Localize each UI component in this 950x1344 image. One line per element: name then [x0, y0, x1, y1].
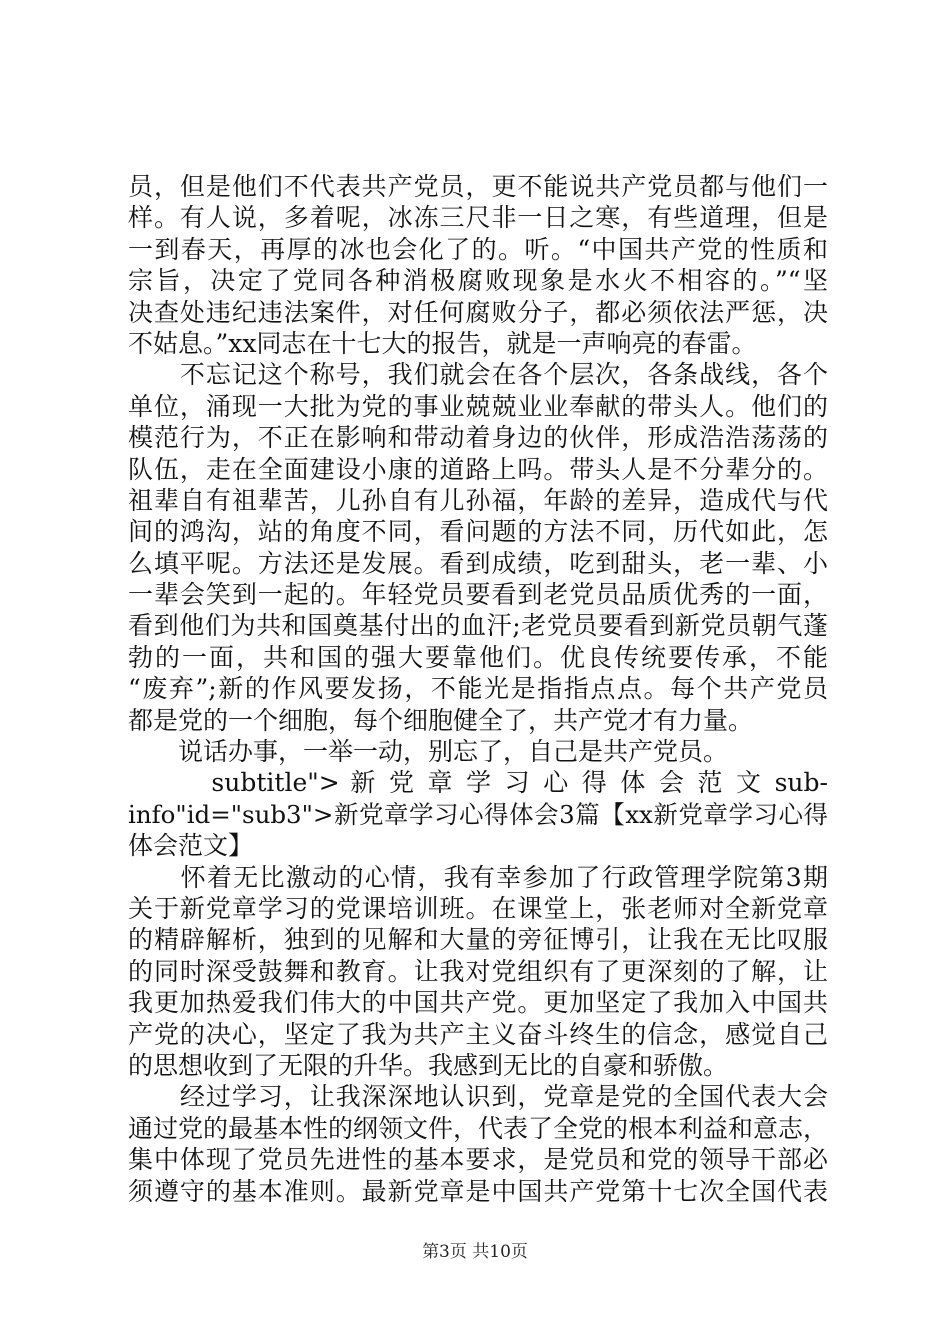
text-line: 么填平呢。方法还是发展。看到成绩，吃到甜头，老一辈、小	[128, 548, 828, 578]
text-line: 说话办事，一举一动，别忘了，自己是共产党员。	[128, 737, 729, 767]
text-line: 的思想收到了无限的升华。我感到无比的自豪和骄傲。	[128, 1050, 729, 1080]
text-line: 集中体现了党员先进性的基本要求，是党员和党的领导干部必	[128, 1145, 828, 1175]
text-line: 单位，涌现一大批为党的事业兢兢业业奉献的带头人。他们的	[128, 391, 828, 421]
text-line: 经过学习，让我深深地认识到，党章是党的全国代表大会	[128, 1082, 828, 1112]
subtitle-line: info"id="sub3">新党章学习心得体会3篇【xx新党章学习心得	[128, 799, 828, 829]
text-line: 一到春天，再厚的冰也会化了的。听。“中国共产党的性质和	[128, 234, 828, 264]
text-line: 产党的决心，坚定了我为共产主义奋斗终生的信念，感觉自己	[128, 1019, 828, 1049]
text-line: 一辈会笑到一起的。年轻党员要看到老党员品质优秀的一面，	[128, 580, 828, 610]
text-line: “废弃”;新的作风要发扬，不能光是指指点点。每个共产党员	[128, 674, 828, 704]
text-line: 须遵守的基本准则。最新党章是中国共产党第十七次全国代表	[128, 1176, 828, 1206]
text-line: 的同时深受鼓舞和教育。让我对党组织有了更深刻的了解，让	[128, 956, 828, 986]
page-number-footer: 第3页 共10页	[422, 1242, 528, 1262]
subtitle-line: subtitle"> 新 党 章 学 习 心 得 体 会 范 文 sub-	[128, 768, 828, 798]
text-line: 队伍，走在全面建设小康的道路上吗。带头人是不分辈分的。	[128, 454, 828, 484]
text-line: 员，但是他们不代表共产党员，更不能说共产党员都与他们一	[128, 172, 828, 201]
text-line: 样。有人说，多着呢，冰冻三尺非一日之寒，有些道理，但是	[128, 203, 828, 233]
document-body	[128, 171, 828, 1207]
text-line: 关于新党章学习的党课培训班。在课堂上，张老师对全新党章	[128, 893, 828, 923]
text-line: 间的鸿沟，站的角度不同，看问题的方法不同，历代如此，怎	[128, 517, 828, 547]
text-line: 我更加热爱我们伟大的中国共产党。更加坚定了我加入中国共	[128, 988, 828, 1018]
text-line: 通过党的最基本性的纲领文件，代表了全党的根本利益和意志，	[128, 1113, 829, 1143]
text-line: 模范行为，不正在影响和带动着身边的伙伴，形成浩浩荡荡的	[128, 423, 828, 453]
text-line: 的精辟解析，独到的见解和大量的旁征博引，让我在无比叹服	[128, 925, 828, 955]
text-line: 怀着无比激动的心情，我有幸参加了行政管理学院第3期	[128, 862, 828, 892]
text-line: 宗旨，决定了党同各种消极腐败现象是水火不相容的。”“坚	[128, 266, 828, 296]
text-line: 看到他们为共和国奠基付出的血汗;老党员要看到新党员朝气蓬	[128, 611, 828, 641]
text-line: 不姑息。”xx同志在十七大的报告，就是一声响亮的春雷。	[128, 328, 757, 358]
text-line: 都是党的一个细胞，每个细胞健全了，共产党才有力量。	[128, 705, 754, 735]
text-line: 勃的一面，共和国的强大要靠他们。优良传统要传承，不能	[128, 642, 828, 672]
text-line: 祖辈自有祖辈苦，儿孙自有儿孙福，年龄的差异，造成代与代	[128, 485, 828, 515]
subtitle-line: 体会范文】	[128, 831, 254, 861]
text-line: 不忘记这个称号，我们就会在各个层次，各条战线，各个	[128, 360, 828, 390]
text-line: 决查处违纪违法案件，对任何腐败分子，都必须依法严惩，决	[128, 297, 828, 327]
